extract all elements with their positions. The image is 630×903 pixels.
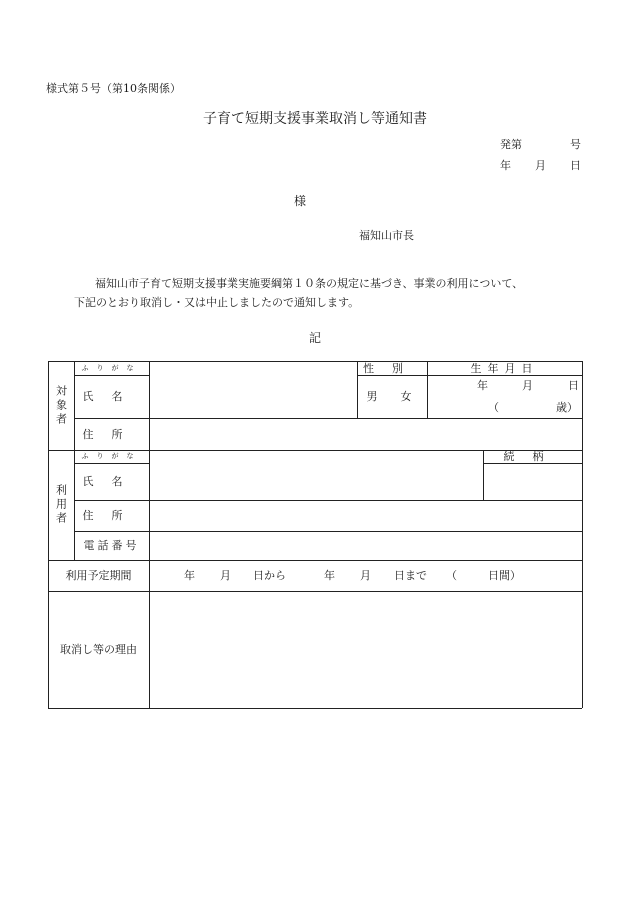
user-name-label: 氏名 [82, 475, 141, 488]
addressee-suffix: 様 [294, 194, 307, 208]
target-furigana-label: ふりがな [81, 363, 142, 372]
period-days: 日間） [488, 569, 521, 582]
body-text-line-2: 下記のとおり取消し・又は中止しましたので通知します。 [74, 296, 360, 309]
target-address-label: 住所 [82, 427, 141, 441]
document-title: 子育て短期支援事業取消し等通知書 [203, 111, 427, 127]
period-label: 利用予定期間 [65, 569, 132, 582]
sex-options: 男 女 [366, 390, 418, 403]
body-text-line-1: 福知山市子育て短期支援事業実施要綱第１０条の規定に基づき、事業の利用について、 [95, 277, 524, 290]
issue-number-prefix: 発第 [500, 138, 522, 151]
sex-header: 性別 [363, 361, 421, 375]
dob-year: 年 [477, 379, 488, 392]
period-start-day: 日から [253, 569, 286, 582]
issue-number-suffix: 号 [570, 138, 581, 151]
period-days-open: （ [446, 569, 457, 582]
age-close: 歳） [556, 401, 578, 414]
relation-header: 続柄 [503, 450, 562, 463]
period-end-month: 月 [360, 569, 371, 582]
dob-day: 日 [568, 379, 579, 392]
date-day: 日 [570, 159, 581, 172]
user-phone-label: 電話番号 [83, 539, 140, 552]
dob-month: 月 [522, 379, 533, 392]
target-person-label: 対象者 [54, 384, 68, 427]
period-end-year: 年 [324, 569, 335, 582]
target-name-label: 氏名 [82, 390, 141, 403]
reason-label: 取消し等の理由 [60, 643, 137, 656]
user-furigana-label: ふりがな [81, 452, 142, 460]
form-reference: 様式第５号（第10条関係） [46, 82, 181, 95]
ki-heading: 記 [309, 331, 322, 345]
period-end-day: 日まで [394, 569, 427, 582]
date-month: 月 [535, 159, 546, 172]
issuer-name: 福知山市長 [359, 229, 414, 242]
user-label: 利用者 [54, 484, 68, 526]
period-start-year: 年 [184, 569, 195, 582]
period-start-month: 月 [220, 569, 231, 582]
date-year: 年 [500, 159, 511, 172]
user-address-label: 住所 [82, 509, 141, 522]
dob-header: 生年月日 [470, 361, 539, 375]
age-open-paren: （ [488, 401, 499, 414]
